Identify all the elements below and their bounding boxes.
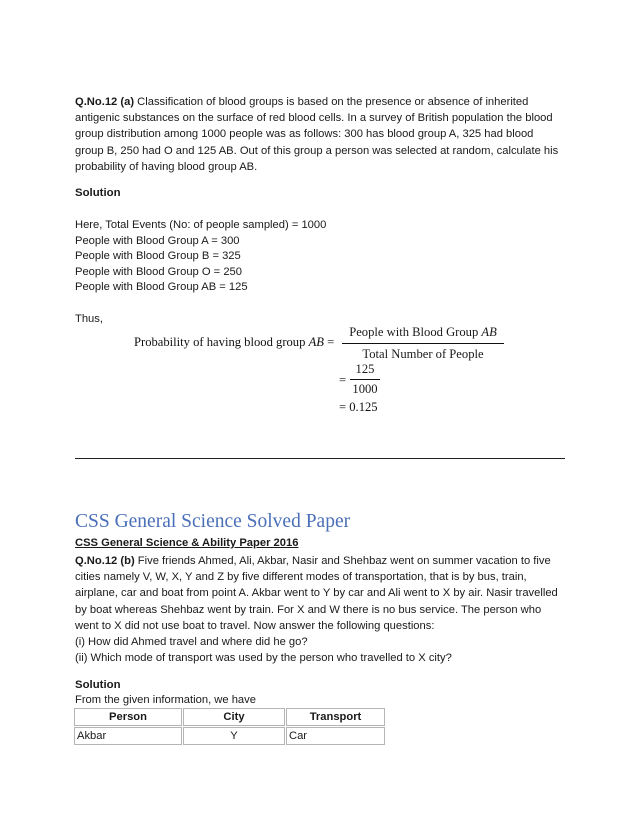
numeric-numerator: 125 — [355, 362, 375, 376]
formula-result: = 0.125 — [339, 400, 378, 414]
cell-person: Akbar — [74, 727, 182, 745]
formula-label-eq: = — [323, 335, 335, 349]
question-label: Q.No.12 (a) — [75, 96, 135, 108]
section-divider — [75, 458, 565, 459]
solution-heading: Solution — [75, 187, 121, 199]
solution-line: People with Blood Group O = 250 — [75, 265, 242, 278]
section-title: CSS General Science Solved Paper — [75, 511, 351, 532]
fraction-bar — [350, 379, 380, 380]
question-label: Q.No.12 (b) — [75, 555, 135, 567]
numeric-denominator: 1000 — [352, 382, 378, 396]
formula-label — [134, 335, 334, 350]
solution-intro: From the given information, we have — [75, 694, 256, 706]
table-header-row — [74, 708, 385, 726]
formula-label-text: Probability of having blood group — [134, 335, 309, 349]
cell-city: Y — [183, 727, 285, 745]
solution-heading: Solution — [75, 679, 121, 691]
solution-line: People with Blood Group A = 300 — [75, 234, 240, 247]
section-subtitle: CSS General Science & Ability Paper 2016 — [75, 537, 299, 549]
fraction-numerator — [342, 325, 504, 340]
cell-transport: Car — [286, 727, 385, 745]
solution-lines — [75, 218, 326, 296]
question-text: Five friends Ahmed, Ali, Akbar, Nasir and Shehbaz went on summer vacation to five cities namely V, W, X, Y and Z by five different modes of transportation, that is by bus, train, airplane, car and boat from point A. Akbar went to Y by car and Ali went to X by air. Nasir travelled by boat whereas Shehbaz went by train. For X and W there is no bus service. The person who went to X did not use boat to travel. Now answer the following questions: — [75, 555, 558, 632]
formula-label-var: AB — [308, 335, 324, 349]
question-12a — [75, 94, 565, 175]
solution-line: People with Blood Group AB = 125 — [75, 281, 248, 294]
column-header-transport: Transport — [286, 708, 385, 726]
solution-line: People with Blood Group B = 325 — [75, 250, 241, 263]
fraction-bar — [342, 343, 504, 344]
column-header-person: Person — [74, 708, 182, 726]
solution-line: Here, Total Events (No: of people sampled) = 1000 — [75, 219, 327, 231]
table-row — [74, 727, 385, 745]
numeric-fraction — [350, 362, 380, 397]
question-12b — [75, 553, 565, 666]
sub-question-i: (i) How did Ahmed travel and where did he go? — [75, 636, 308, 649]
transport-table — [73, 707, 386, 746]
fraction-denominator: Total Number of People — [362, 347, 484, 361]
numerator-text: People with Blood Group — [349, 325, 482, 339]
thus-text: Thus, — [75, 313, 103, 325]
sub-question-ii: (ii) Which mode of transport was used by the person who travelled to X city? — [75, 652, 452, 665]
numerator-var: AB — [481, 325, 497, 339]
equals-sign: = — [339, 373, 347, 387]
question-text: Classification of blood groups is based on the presence or absence of inherited antigenic substances on the surface of red blood cells. In a survey of British population the blood group distribution among 1000 people was as follows: 300 has blood group A, 325 had blood group B, 250 had O and 125 AB. Out of this group a person was selected at random, calculate his probability of having blood group AB. — [75, 96, 559, 173]
formula-fraction — [342, 325, 504, 362]
column-header-city: City — [183, 708, 285, 726]
